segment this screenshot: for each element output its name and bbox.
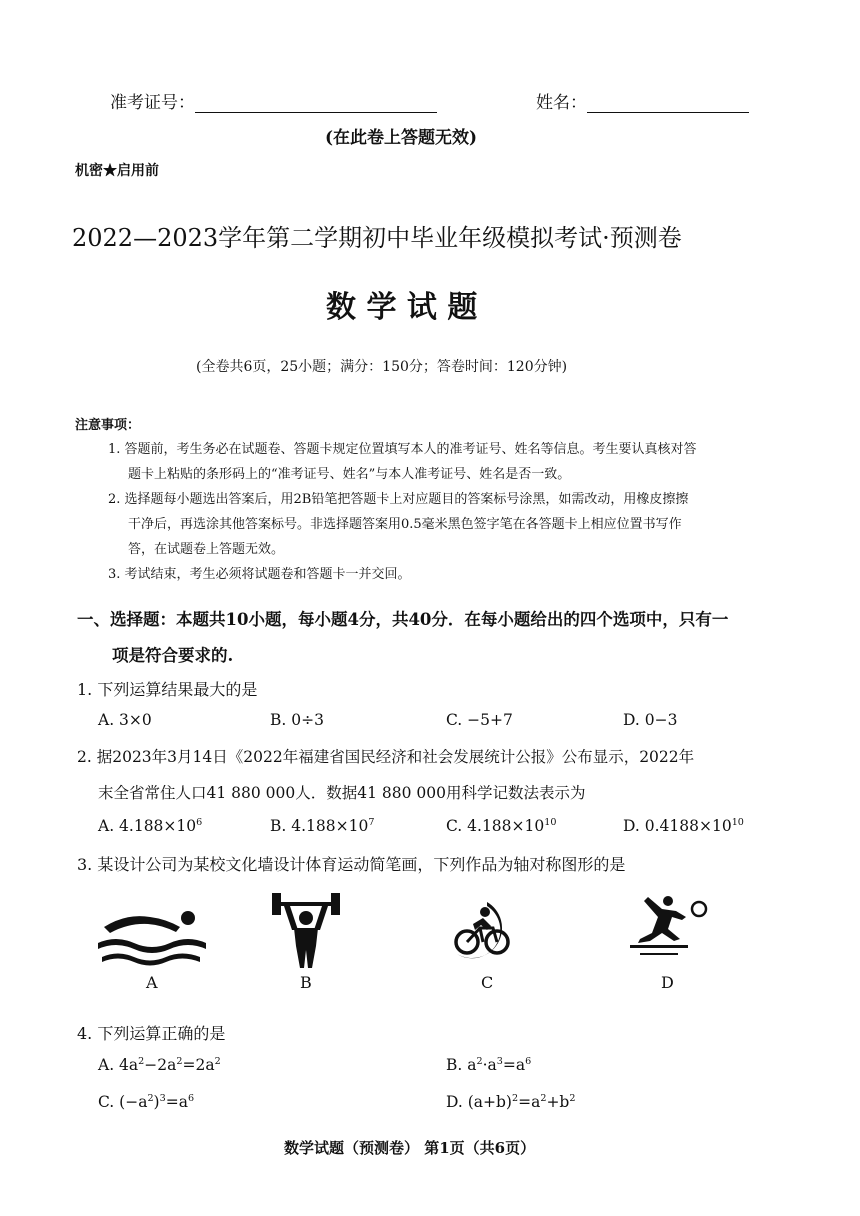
name-label: 姓名： <box>536 93 587 113</box>
q1-option-d: D. 0−3 <box>623 711 678 729</box>
exam-title: 2022—2023学年第二学期初中毕业年级模拟考试·预测卷 <box>72 224 682 252</box>
q1-stem: 1. 下列运算结果最大的是 <box>77 680 258 699</box>
notes-heading: 注意事项： <box>75 418 141 433</box>
q3-label-a: A <box>146 973 158 992</box>
q4-option-c: C. $(-a^2)^3=a^6$ <box>98 1092 195 1111</box>
note-item: 干净后，再选涂其他答案标号。非选择题答案用0.5毫米黑色签字笔在各答题卡上相应位置书写作 <box>128 517 682 532</box>
exam-number-blank <box>195 112 437 113</box>
q4-option-b: B. $a^2\cdot a^3=a^6$ <box>446 1055 532 1074</box>
section-heading: 一、选择题：本题共10小题，每小题4分，共40分．在每小题给出的四个选项中，只有一 <box>77 610 729 629</box>
q1-option-b: B. 0÷3 <box>270 711 324 729</box>
q4-option-a: A. $4a^2-2a^2=2a^2$ <box>98 1055 221 1074</box>
note-item: 答，在试题卷上答题无效。 <box>128 542 285 557</box>
q3-label-d: D <box>661 973 674 992</box>
q4-option-d: D. $(a+b)^2=a^2+b^2$ <box>446 1092 576 1111</box>
volleyball-icon <box>628 893 714 961</box>
section-heading-cont: 项是符合要求的. <box>112 646 234 665</box>
q3-stem: 3. 某设计公司为某校文化墙设计体育运动简笔画，下列作品为轴对称图形的是 <box>77 855 626 874</box>
q4-stem: 4. 下列运算正确的是 <box>77 1024 226 1043</box>
q3-label-b: B <box>300 973 312 992</box>
subject-title: 数 学 试 题 <box>326 290 478 325</box>
name-blank <box>587 112 749 113</box>
exam-number-label: 准考证号： <box>110 93 195 113</box>
q3-label-c: C <box>481 973 494 992</box>
page-footer: 数学试题（预测卷） 第1页（共6页） <box>284 1139 536 1157</box>
q2-option-d: D. $0.4188\times 10^{10}$ <box>623 816 744 835</box>
weightlifting-icon <box>270 890 342 970</box>
invalid-note: (在此卷上答题无效) <box>325 128 478 148</box>
note-item: 题卡上粘贴的条形码上的“准考证号、姓名”与本人准考证号、姓名是否一致。 <box>128 467 571 482</box>
q1-option-c: C. −5+7 <box>446 711 513 729</box>
q2-option-c: C. $4.188\times 10^{10}$ <box>446 816 557 835</box>
q2-stem-line1: 2. 据2023年3月14日《2022年福建省国民经济和社会发展统计公报》公布显示，2022年 <box>77 748 695 766</box>
cycling-icon <box>447 898 525 964</box>
note-item: 3. 考试结束，考生必须将试题卷和答题卡一并交回。 <box>108 567 411 582</box>
note-item: 1. 答题前，考生务必在试题卷、答题卡规定位置填写本人的准考证号、姓名等信息。考生要认真核对答 <box>108 442 697 457</box>
note-item: 2. 选择题每小题选出答案后，用2B铅笔把答题卡上对应题目的答案标号涂黑，如需改动，用橡皮擦擦 <box>108 492 689 507</box>
exam-info: (全卷共6页，25小题；满分：150分；答卷时间：120分钟) <box>196 359 568 375</box>
q2-stem-line2: 末全省常住人口41 880 000人．数据41 880 000用科学记数法表示为 <box>98 784 586 802</box>
q2-option-b: B. $4.188\times 10^7$ <box>270 816 375 835</box>
swimming-icon <box>96 905 208 967</box>
q2-option-a: A. $4.188\times 10^6$ <box>98 816 203 835</box>
name-field <box>536 88 749 113</box>
q1-option-a: A. 3×0 <box>98 711 152 729</box>
exam-number-field <box>110 88 437 113</box>
secret-mark: 机密★启用前 <box>75 163 159 179</box>
